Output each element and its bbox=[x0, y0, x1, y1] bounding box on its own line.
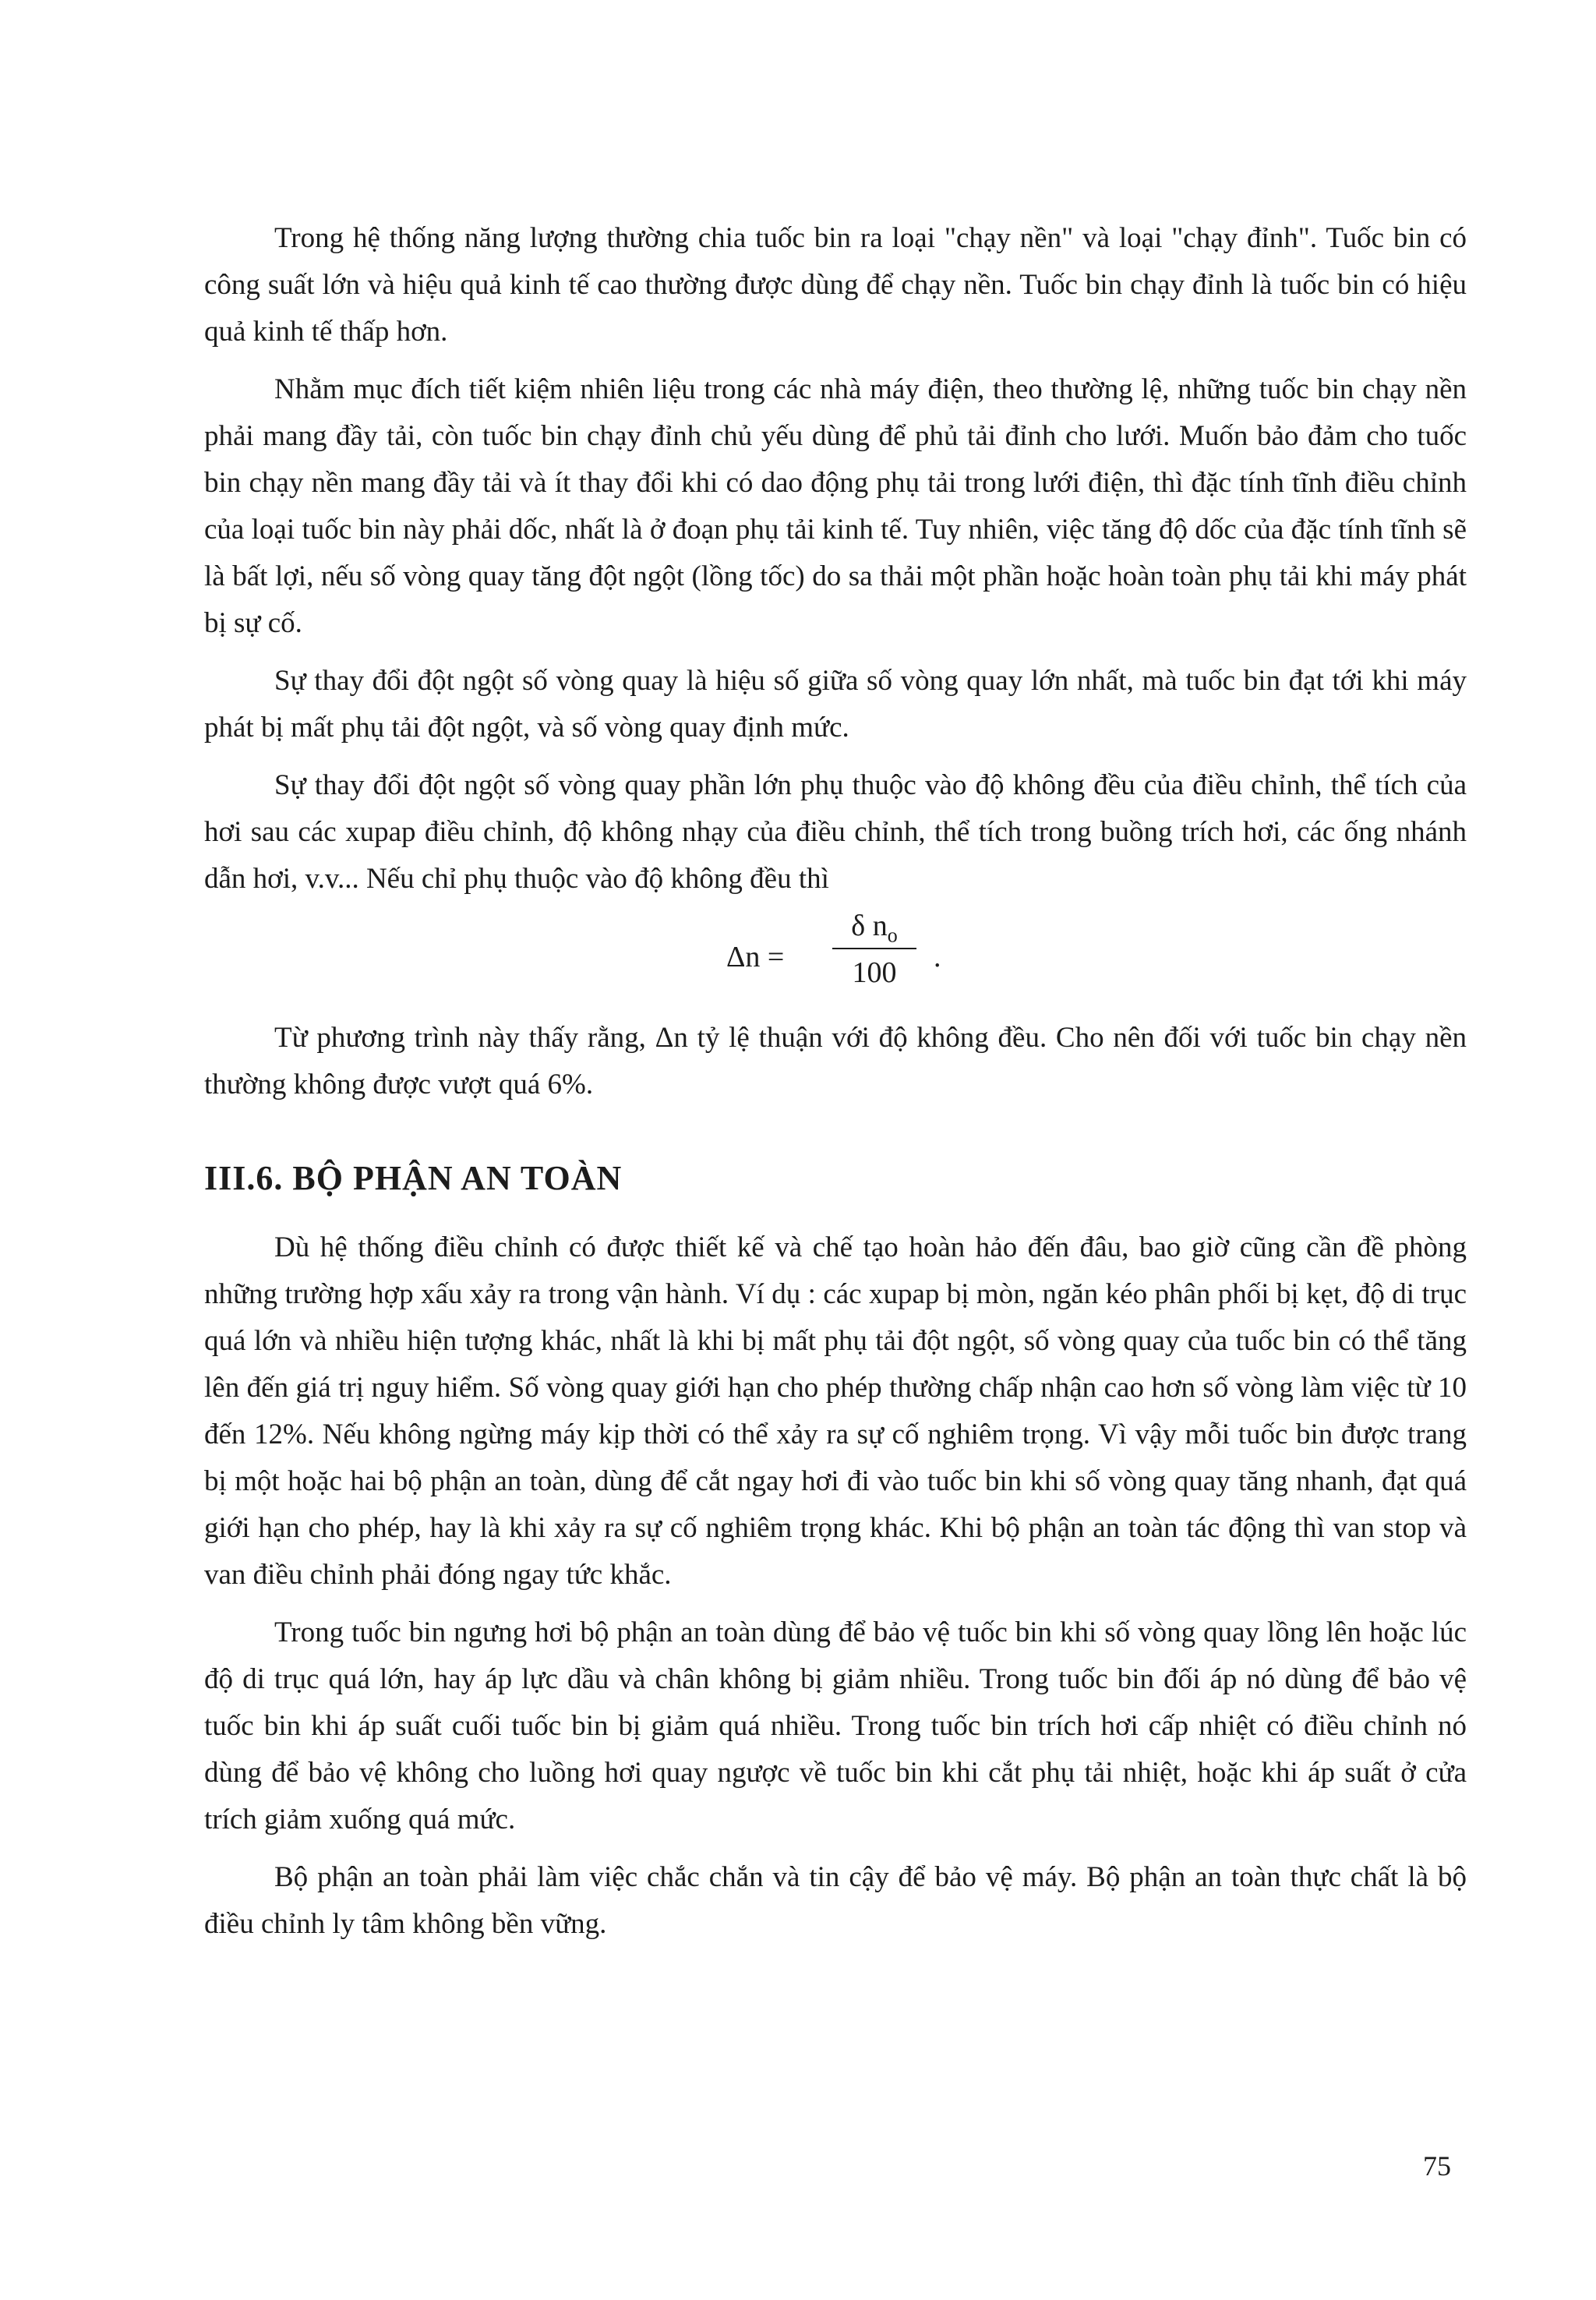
formula-fraction bbox=[828, 906, 921, 993]
page-body bbox=[204, 215, 1467, 1948]
formula-lhs: Δn = bbox=[726, 941, 785, 973]
formula-numerator-text: δ n bbox=[851, 910, 888, 942]
fraction-bar bbox=[832, 948, 916, 949]
formula-denominator: 100 bbox=[852, 956, 897, 989]
page-number: 75 bbox=[1423, 2150, 1451, 2182]
section-paragraph-1: Dù hệ thống điều chỉnh có được thiết kế và chế tạo hoàn hảo đến đâu, bao giờ cũng cần đề phòng những trường hợp xấu xảy ra trong vận hành. Ví dụ : các xupap bị mòn, ngăn kéo phân phối bị kẹt, độ di trục quá lớn và nhiều hiện tượng khác, nhất là khi bị mất phụ tải đột ngột, số vòng quay của tuốc bin có thể tăng lên đến giá trị nguy hiểm. Số vòng quay giới hạn cho phép thường chấp nhận cao hơn số vòng làm việc từ 10 đến 12%. Nếu không ngừng máy kịp thời có thể xảy ra sự cố nghiêm trọng. Vì vậy mỗi tuốc bin được trang bị một hoặc hai bộ phận an toàn, dùng để cắt ngay hơi đi vào tuốc bin khi số vòng quay tăng nhanh, đạt quá giới hạn cho phép, hay là khi xảy ra sự cố nghiêm trọng khác. Khi bộ phận an toàn tác động thì van stop và van điều chỉnh phải đóng ngay tức khắc. bbox=[204, 1231, 1467, 1591]
paragraph-after-formula: Từ phương trình này thấy rằng, Δn tỷ lệ thuận với độ không đều. Cho nên đối với tuốc bin chạy nền thường không được vượt quá 6%. bbox=[204, 1022, 1467, 1101]
paragraph-3: Sự thay đổi đột ngột số vòng quay là hiệu số giữa số vòng quay lớn nhất, mà tuốc bin đạt tới khi máy phát bị mất phụ tải đột ngột, và số vòng quay định mức. bbox=[204, 665, 1467, 744]
section-paragraph-3: Bộ phận an toàn phải làm việc chắc chắn và tin cậy để bảo vệ máy. Bộ phận an toàn thực chất là bộ điều chỉnh ly tâm không bền vững. bbox=[204, 1861, 1467, 1940]
formula-numerator-subscript: o bbox=[887, 924, 898, 947]
section-title: III.6. BỘ PHẬN AN TOÀN bbox=[204, 1159, 623, 1197]
formula-numerator bbox=[828, 906, 921, 946]
formula-period: . bbox=[934, 941, 941, 973]
paragraph-1: Trong hệ thống năng lượng thường chia tuốc bin ra loại "chạy nền" và loại "chạy đỉnh". Tuốc bin có công suất lớn và hiệu quả kinh tế cao thường được dùng để chạy nền. Tuốc bin chạy đỉnh là tuốc bin có hiệu quả kinh tế thấp hơn. bbox=[204, 222, 1467, 348]
section-paragraph-2: Trong tuốc bin ngưng hơi bộ phận an toàn dùng để bảo vệ tuốc bin khi số vòng quay lồng lên hoặc lúc độ di trục quá lớn, hay áp lực dầu và chân không bị giảm nhiều. Trong tuốc bin đối áp nó dùng để bảo vệ tuốc bin khi áp suất cuối tuốc bin bị giảm quá nhiều. Trong tuốc bin trích hơi cấp nhiệt có điều chỉnh nó dùng để bảo vệ không cho luồng hơi quay ngược về tuốc bin khi cắt phụ tải nhiệt, hoặc khi áp suất ở cửa trích giảm xuống quá mức. bbox=[204, 1616, 1467, 1835]
formula-delta-n bbox=[204, 906, 1467, 1007]
paragraph-2: Nhằm mục đích tiết kiệm nhiên liệu trong các nhà máy điện, theo thường lệ, những tuốc bin chạy nền phải mang đầy tải, còn tuốc bin chạy đỉnh chủ yếu dùng để phủ tải đỉnh cho lưới. Muốn bảo đảm cho tuốc bin chạy nền mang đầy tải và ít thay đổi khi có dao động phụ tải trong lưới điện, thì đặc tính tĩnh điều chỉnh của loại tuốc bin này phải dốc, nhất là ở đoạn phụ tải kinh tế. Tuy nhiên, việc tăng độ dốc của đặc tính tĩnh sẽ là bất lợi, nếu số vòng quay tăng đột ngột (lồng tốc) do sa thải một phần hoặc hoàn toàn phụ tải khi máy phát bị sự cố. bbox=[204, 373, 1467, 639]
paragraph-4: Sự thay đổi đột ngột số vòng quay phần lớn phụ thuộc vào độ không đều của điều chỉnh, thể tích của hơi sau các xupap điều chỉnh, độ không nhạy của điều chỉnh, thể tích trong buồng trích hơi, các ống nhánh dẫn hơi, v.v... Nếu chỉ phụ thuộc vào độ không đều thì bbox=[204, 769, 1467, 895]
